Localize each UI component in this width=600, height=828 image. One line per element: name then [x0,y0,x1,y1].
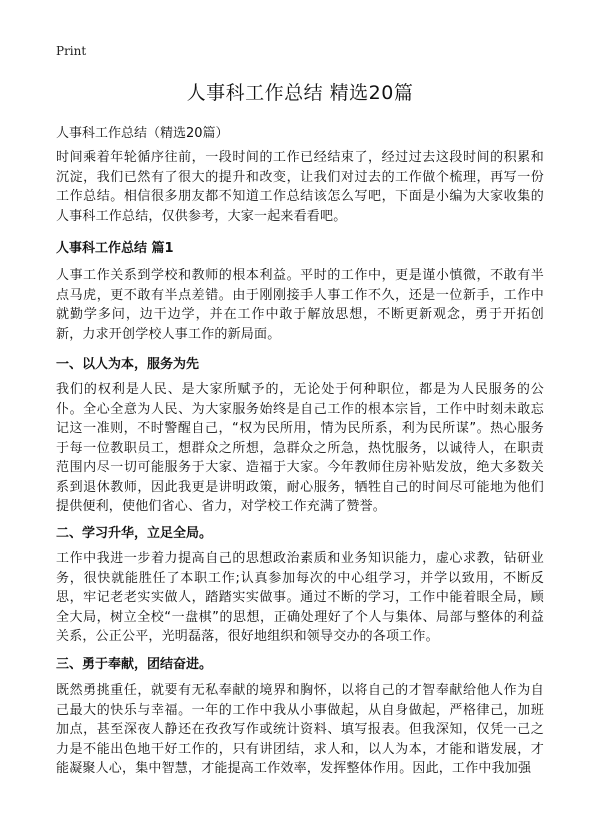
intro-paragraph: 时间乘着年轮循序往前，一段时间的工作已经结束了，经过过去这段时间的积累和沉淀，我们已然有了很大的提升和改变，让我们对过去的工作做个梳理，再写一份工作总结。相信很多朋友都不知道工作总结该怎么写吧，下面是小编为大家收集的人事科工作总结，仅供参考，大家一起来看看吧。 [56,150,544,224]
document-subtitle: 人事科工作总结（精选20篇） [56,126,229,141]
heading-people-first: 一、以人为本，服务为先 [56,357,200,372]
heading-study-overall: 二、学习升华，立足全局。 [56,526,213,541]
heading-dedication-unity: 三、勇于奉献，团结奋进。 [56,657,213,672]
section-title: 人事科工作总结 篇1 [56,241,174,256]
paragraph-people-first: 我们的权利是人民、是大家所赋予的，无论处于何种职位，都是为人民服务的公仆。全心全意为人民、为大家服务始终是自己工作的根本宗旨，工作中时刻未敢忘记这一准则，不时警醒自己，“权为民所用，情为民所系，利为民所谋”。热心服务于每一位教职员工，想群众之所想，急群众之所急，热忱服务，以诚待人，在职责范围内尽一切可能服务于大家、造福于大家。今年教师住房补贴发放，绝大多数关系到退休教师，因此我更是讲明政策，耐心服务，牺牲自己的时间尽可能地为他们提供便利，使他们省心、省力，对学校工作充满了赞誉。 [56,382,544,514]
print-link[interactable]: Print [56,44,87,58]
page-title: 人事科工作总结 精选20篇 [186,82,414,104]
paragraph-study-overall: 工作中我进一步着力提高自己的思想政治素质和业务知识能力，虚心求教，钻研业务，很快就能胜任了本职工作;认真参加每次的中心组学习，并学以致用，不断反思，牢记老老实实做人，踏踏实实做事。通过不断的学习，工作中能着眼全局，顾全大局，树立全校“一盘棋”的思想，正确处理好了个人与集体、局部与整体的利益关系，公正公平，光明磊落，很好地组织和领导交办的各项工作。 [56,551,544,644]
paragraph-dedication-unity: 既然勇挑重任，就要有无私奉献的境界和胸怀，以将自己的才智奉献给他人作为自己最大的快乐与幸福。一年的工作中我从小事做起，从自身做起，严格律己，加班加点，甚至深夜人静还在孜孜写作或统计资料、填写报表。但我深知，仅凭一己之力是不能出色地干好工作的，只有讲团结，求人和，以人为本，才能和谐发展，才能凝聚人心，集中智慧，才能提高工作效率，发挥整体作用。因此，工作中我加强 [56,683,544,776]
section-intro-paragraph: 人事工作关系到学校和教师的根本利益。平时的工作中，更是谨小慎微，不敢有半点马虎，更不敢有半点差错。由于刚刚接手人事工作不久，还是一位新手，工作中就勤学多问，边干边学，并在工作中敢于解放思想，不断更新观念，勇于开拓创新，力求开创学校人事工作的新局面。 [56,268,544,342]
